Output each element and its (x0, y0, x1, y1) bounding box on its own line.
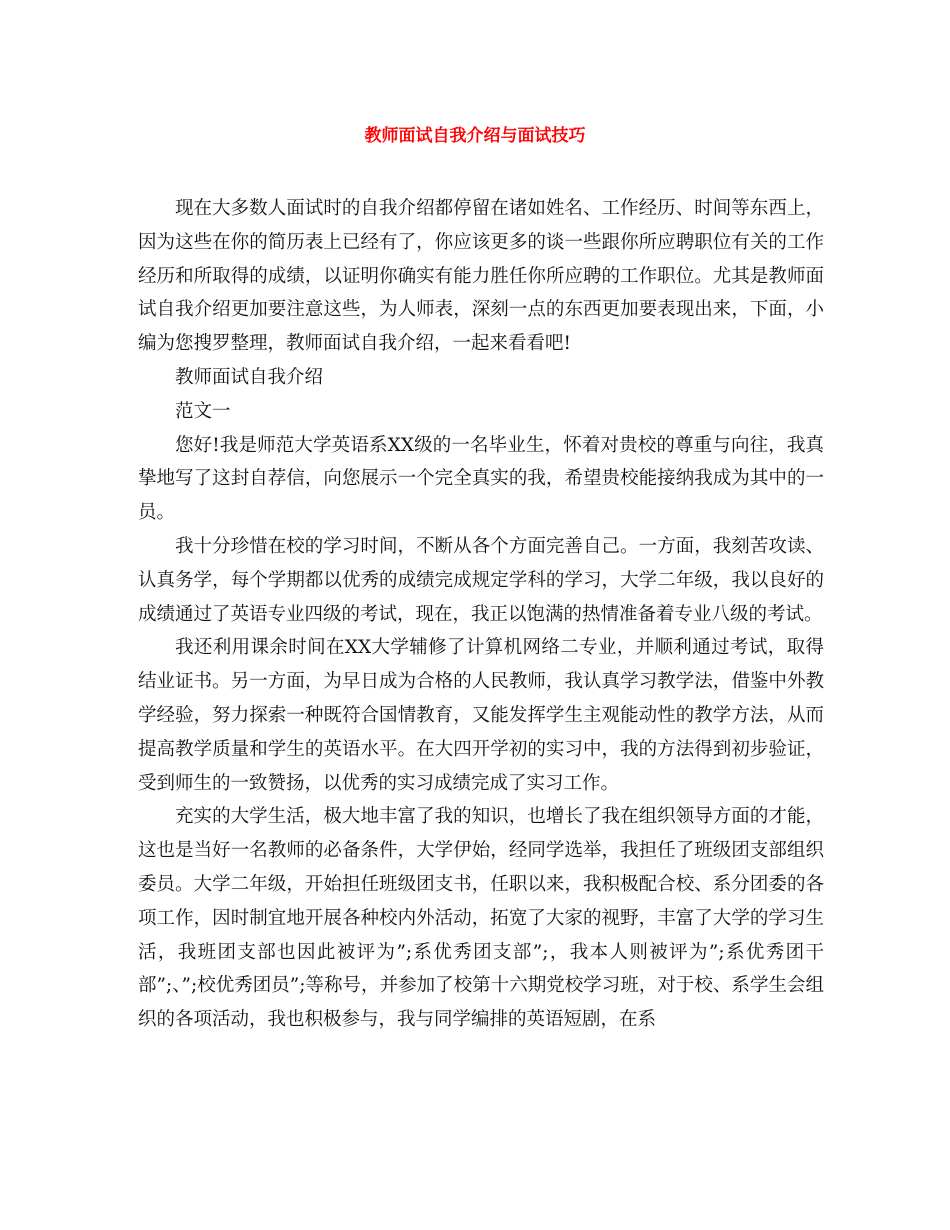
paragraph-greeting: 您好!我是师范大学英语系XX级的一名毕业生，怀着对贵校的尊重与向往，我真挚地写了这封自荐信，向您展示一个完全真实的我，希望贵校能接纳我成为其中的一员。 (138, 434, 824, 524)
paragraph-study: 我十分珍惜在校的学习时间，不断从各个方面完善自己。一方面，我刻苦攻读、认真务学，每个学期都以优秀的成绩完成规定学科的学习，大学二年级，我以良好的成绩通过了英语专业四级的考试，现在，我正以饱满的热情准备着专业八级的考试。 (138, 535, 824, 625)
paragraph-minor: 我还利用课余时间在XX大学辅修了计算机网络二专业，并顺利通过考试，取得结业证书。另一方面，为早日成为合格的人民教师，我认真学习教学法，借鉴中外教学经验，努力探索一种既符合国情教育，又能发挥学生主观能动性的教学方法，从而提高教学质量和学生的英语水平。在大四开学初的实习中，我的方法得到初步验证，受到师生的一致赞扬，以优秀的实习成绩完成了实习工作。 (138, 637, 824, 794)
paragraph-intro: 现在大多数人面试时的自我介绍都停留在诸如姓名、工作经历、时间等东西上，因为这些在你的简历表上已经有了，你应该更多的谈一些跟你所应聘职位有关的工作经历和所取得的成绩，以证明你确实有能力胜任你所应聘的工作职位。尤其是教师面试自我介绍更加要注意这些，为人师表，深刻一点的东西更加要表现出来，下面，小编为您搜罗整理，教师面试自我介绍，一起来看看吧! (138, 198, 824, 355)
paragraph-activities: 充实的大学生活，极大地丰富了我的知识，也增长了我在组织领导方面的才能，这也是当好一名教师的必备条件，大学伊始，经同学选举，我担任了班级团支部组织委员。大学二年级，开始担任班级团支书，任职以来，我积极配合校、系分团委的各项工作，因时制宜地开展各种校内外活动，拓宽了大家的视野，丰富了大学的学习生活，我班团支部也因此被评为”;系优秀团支部”;，我本人则被评为”;系优秀团干部”;、”;校优秀团员”;等称号，并参加了校第十六期党校学习班，对于校、系学生会组织的各项活动，我也积极参与，我与同学编排的英语短剧，在系 (138, 806, 824, 1031)
section-heading: 教师面试自我介绍 (175, 366, 324, 388)
sample-label: 范文一 (175, 400, 231, 422)
document-title: 教师面试自我介绍与面试技巧 (364, 126, 586, 146)
document-body (138, 192, 824, 1037)
